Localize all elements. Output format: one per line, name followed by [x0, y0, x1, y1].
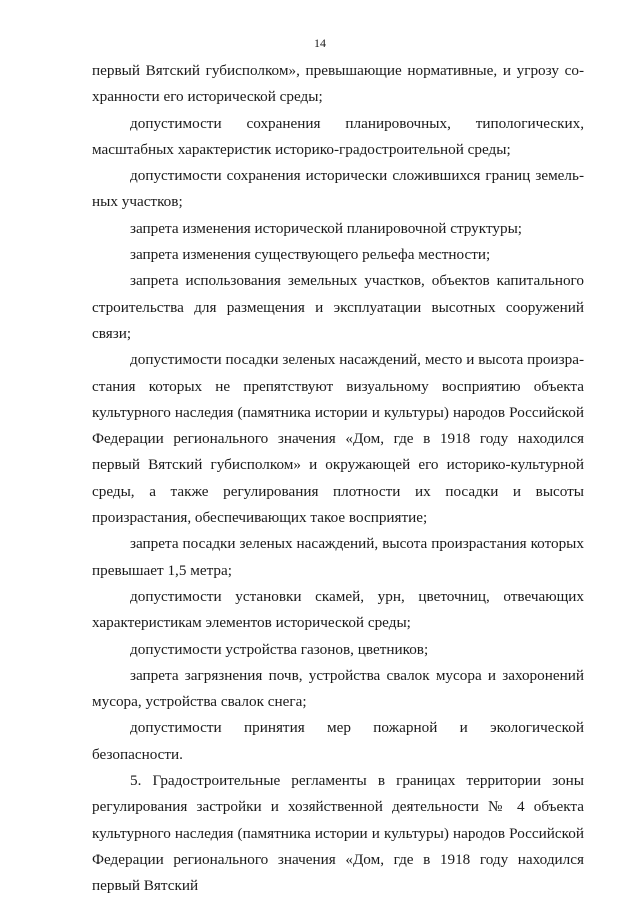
paragraph-relief: запрета изменения существующего рельефа местности;: [130, 246, 491, 264]
paragraph-section-5: 5. Градостроительные регламенты в границах территории зоны регулирования застройки и хозяйственной деятельности № 4 объекта культурного наследия (памятника истории и культуры) народов Российской Федерации регионального значения «Дом, где в 1918 году находился первый Вятский: [92, 772, 584, 895]
page-number: 14: [314, 36, 326, 50]
paragraph-communication-structures: запрета использования земельных участков, объектов капитального строительства для размещения и эксплуатации высотных сооружений связи;: [92, 272, 584, 342]
paragraph-planning-characteristics: допустимости сохранения планировочных, типологических, масштабных характеристик историко-градостроительной среды;: [92, 114, 584, 158]
paragraph-lawns: допустимости устройства газонов, цветников;: [130, 640, 429, 658]
paragraph-safety: допустимости принятия мер пожарной и экологической безопасности.: [92, 719, 584, 763]
paragraph-land-boundaries: допустимости сохранения исторически сложившихся границ земельных участков;: [92, 167, 584, 211]
paragraph-planting-height: запрета посадки зеленых насаждений, высота произрастания которых превышает 1,5 метра;: [92, 535, 584, 579]
paragraph-soil-pollution: запрета загрязнения почв, устройства свалок мусора и захоронений мусора, устройства свалок снега;: [92, 666, 584, 711]
paragraph-continuation: первый Вятский губисполком», превышающие нормативные, и угрозу сохранности его исторической среды;: [92, 62, 584, 106]
paragraph-planning-structure: запрета изменения исторической планировочной структуры;: [130, 219, 522, 237]
document-body: [92, 58, 584, 900]
paragraph-benches: допустимости установки скамей, урн, цветочниц, отвечающих характеристикам элементов исторической среды;: [92, 587, 584, 632]
paragraph-green-planting: допустимости посадки зеленых насаждений, место и высота произрастания которых не препятствуют визуальному восприятию объекта культурного наследия (памятника истории и культуры) народов Российской Федерации регионального значения «Дом, где в 1918 году находился первый Вятский губисполком» и окружающей его историко-культурной среды, а также регулирования плотности их посадки и высоты произрастания, обеспечивающих такое восприятие;: [92, 351, 584, 527]
